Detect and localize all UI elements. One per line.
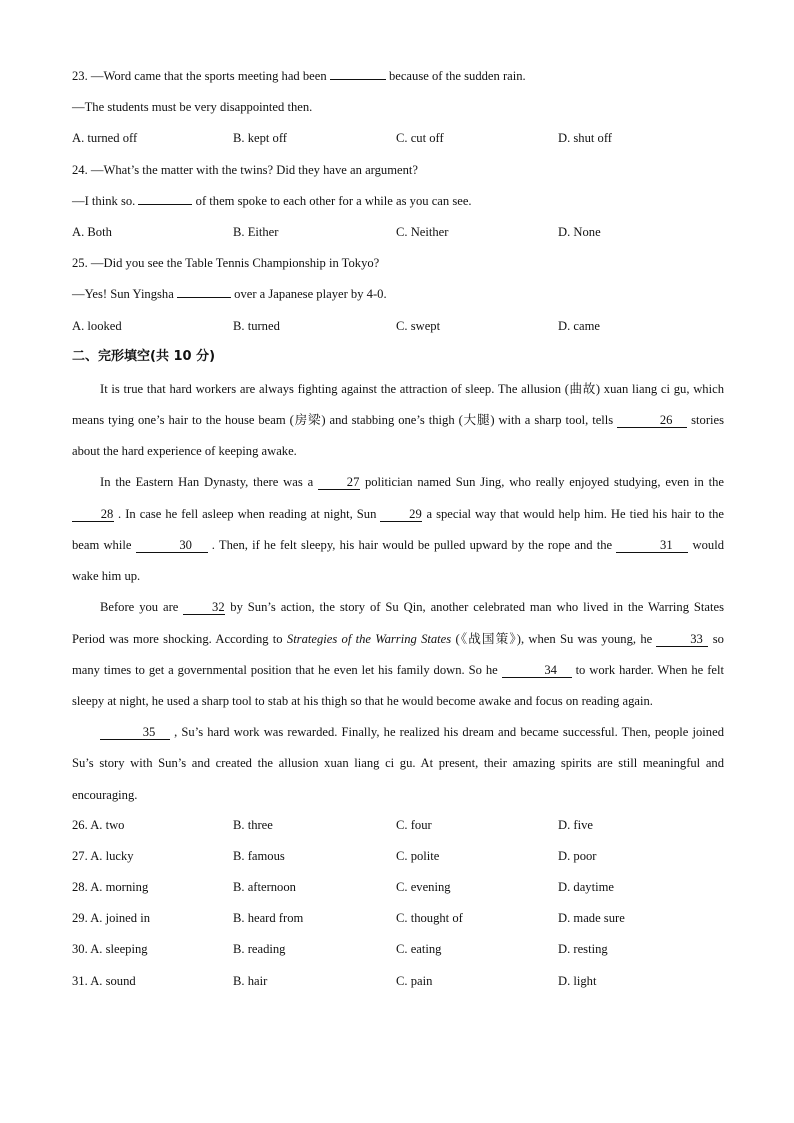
option-c: C. Neither [396, 224, 449, 239]
option-a: 26. A. two [72, 817, 125, 832]
answer-blank [138, 190, 192, 205]
passage-text: a special way that would help him. He tied his hair to the beam while [72, 506, 725, 552]
option-b: B. reading [233, 942, 286, 957]
choice-row-26 [72, 811, 724, 842]
choice-row-30 [72, 935, 724, 966]
blank-35: 35 [100, 725, 170, 740]
option-d: D. made sure [558, 911, 625, 926]
option-c: C. four [396, 817, 432, 832]
option-d: D. shut off [558, 131, 612, 146]
passage-paragraph-3 [72, 592, 724, 717]
passage-text: In the Eastern Han Dynasty, there was a [100, 475, 314, 490]
passage-text: , Su’s hard work was rewarded. Finally, he realized his dream and became successful. Then, people joined Su’s story with Sun’s and created the allusion xuan liang ci gu. At present, their amazing spirits are still meaningful and encouraging. [72, 725, 724, 802]
answer-blank [177, 283, 231, 298]
option-c: C. polite [396, 848, 440, 863]
option-a: 29. A. joined in [72, 911, 151, 926]
question-23-stem-end: because of the sudden rain. [388, 69, 526, 83]
choice-row-29 [72, 904, 724, 935]
blank-27: 27 [318, 475, 360, 490]
blank-34: 34 [502, 663, 572, 678]
passage-text: . In case he fell asleep when reading at night, Sun [118, 506, 377, 521]
option-c: C. swept [396, 318, 441, 333]
option-a: 27. A. lucky [72, 848, 134, 863]
question-24-reply-start: —I think so. [72, 193, 136, 208]
question-23-stem [72, 62, 724, 93]
blank-28: 28 [72, 507, 114, 522]
choice-row-28 [72, 873, 724, 904]
passage-paragraph-1 [72, 374, 724, 468]
option-c: C. pain [396, 973, 433, 988]
option-d: D. five [558, 817, 593, 832]
option-d: D. light [558, 973, 597, 988]
answer-blank [330, 65, 386, 80]
option-b: B. three [233, 817, 273, 832]
passage-text: to work harder. When he felt sleepy at night, he used a sharp tool to stab at his thigh so that he would become awake and focus on reading again. [72, 662, 724, 708]
option-c: C. cut off [396, 131, 444, 146]
question-23-options [72, 124, 724, 155]
passage-text: It is true that hard workers are always fighting against the attraction of sleep. The allusion (曲故) xuan liang ci gu, which means tying one’s hair to the house beam (房梁) and stabbing one’s thigh (大腿) with a sharp tool, tells [72, 381, 724, 428]
question-25-options [72, 312, 724, 343]
option-d: D. came [558, 318, 600, 333]
question-24-reply-end: of them spoke to each other for a while as you can see. [195, 193, 472, 208]
blank-26: 26 [617, 413, 687, 428]
option-a: A. turned off [72, 131, 138, 146]
passage-text: so many times to get a governmental position that he even let his family down. So he [72, 631, 724, 677]
option-a: 28. A. morning [72, 880, 149, 895]
question-25-reply [72, 280, 724, 311]
choice-row-31 [72, 967, 724, 998]
blank-32: 32 [183, 600, 225, 615]
option-b: B. turned [233, 318, 280, 333]
passage-text: Before you are [100, 600, 179, 615]
option-d: D. daytime [558, 880, 614, 895]
passage-paragraph-2 [72, 467, 724, 592]
exam-page [72, 62, 724, 998]
question-25-stem: 25. —Did you see the Table Tennis Championship in Tokyo? [72, 256, 380, 271]
question-23-stem-start: 23. —Word came that the sports meeting had been [72, 69, 327, 83]
option-d: D. None [558, 224, 601, 239]
option-c: C. thought of [396, 911, 463, 926]
passage-text: (《战国策》), when Su was young, he [455, 631, 653, 646]
passage-text: by Sun’s action, the story of Su Qin, another celebrated man who lived in the Warring States Period was more shocking. According to [72, 600, 725, 646]
question-24-options [72, 218, 724, 249]
option-a: 31. A. sound [72, 973, 136, 988]
option-c: C. eating [396, 942, 442, 957]
passage-text: politician named Sun Jing, who really enjoyed studying, even in the [364, 475, 725, 490]
option-b: B. afternoon [233, 880, 296, 895]
option-b: B. kept off [233, 131, 287, 146]
book-title: Strategies of the Warring States [286, 631, 452, 646]
section-title: 二、完形填空(共 10 分) [72, 348, 216, 364]
blank-30: 30 [136, 538, 208, 553]
passage-text: stories about the hard experience of keeping awake. [72, 413, 725, 459]
option-a: A. looked [72, 318, 122, 333]
choice-row-27 [72, 842, 724, 873]
question-25-reply-end: over a Japanese player by 4-0. [234, 287, 387, 302]
option-d: D. poor [558, 848, 597, 863]
passage-text: would wake him up. [72, 537, 724, 584]
question-24-reply [72, 187, 724, 218]
option-c: C. evening [396, 880, 451, 895]
option-b: B. hair [233, 973, 268, 988]
blank-33: 33 [656, 632, 708, 647]
passage-paragraph-4 [72, 717, 724, 811]
option-a: 30. A. sleeping [72, 942, 148, 957]
passage-text: . Then, if he felt sleepy, his hair would be pulled upward by the rope and the [211, 537, 613, 552]
option-b: B. Either [233, 224, 279, 239]
question-23-reply: —The students must be very disappointed then. [72, 100, 313, 115]
blank-29: 29 [380, 507, 422, 522]
option-b: B. heard from [233, 911, 304, 926]
question-24-stem: 24. —What’s the matter with the twins? Did they have an argument? [72, 162, 419, 177]
option-a: A. Both [72, 224, 112, 239]
option-d: D. resting [558, 942, 608, 957]
blank-31: 31 [616, 538, 688, 553]
option-b: B. famous [233, 848, 285, 863]
question-25-reply-start: —Yes! Sun Yingsha [72, 287, 174, 302]
